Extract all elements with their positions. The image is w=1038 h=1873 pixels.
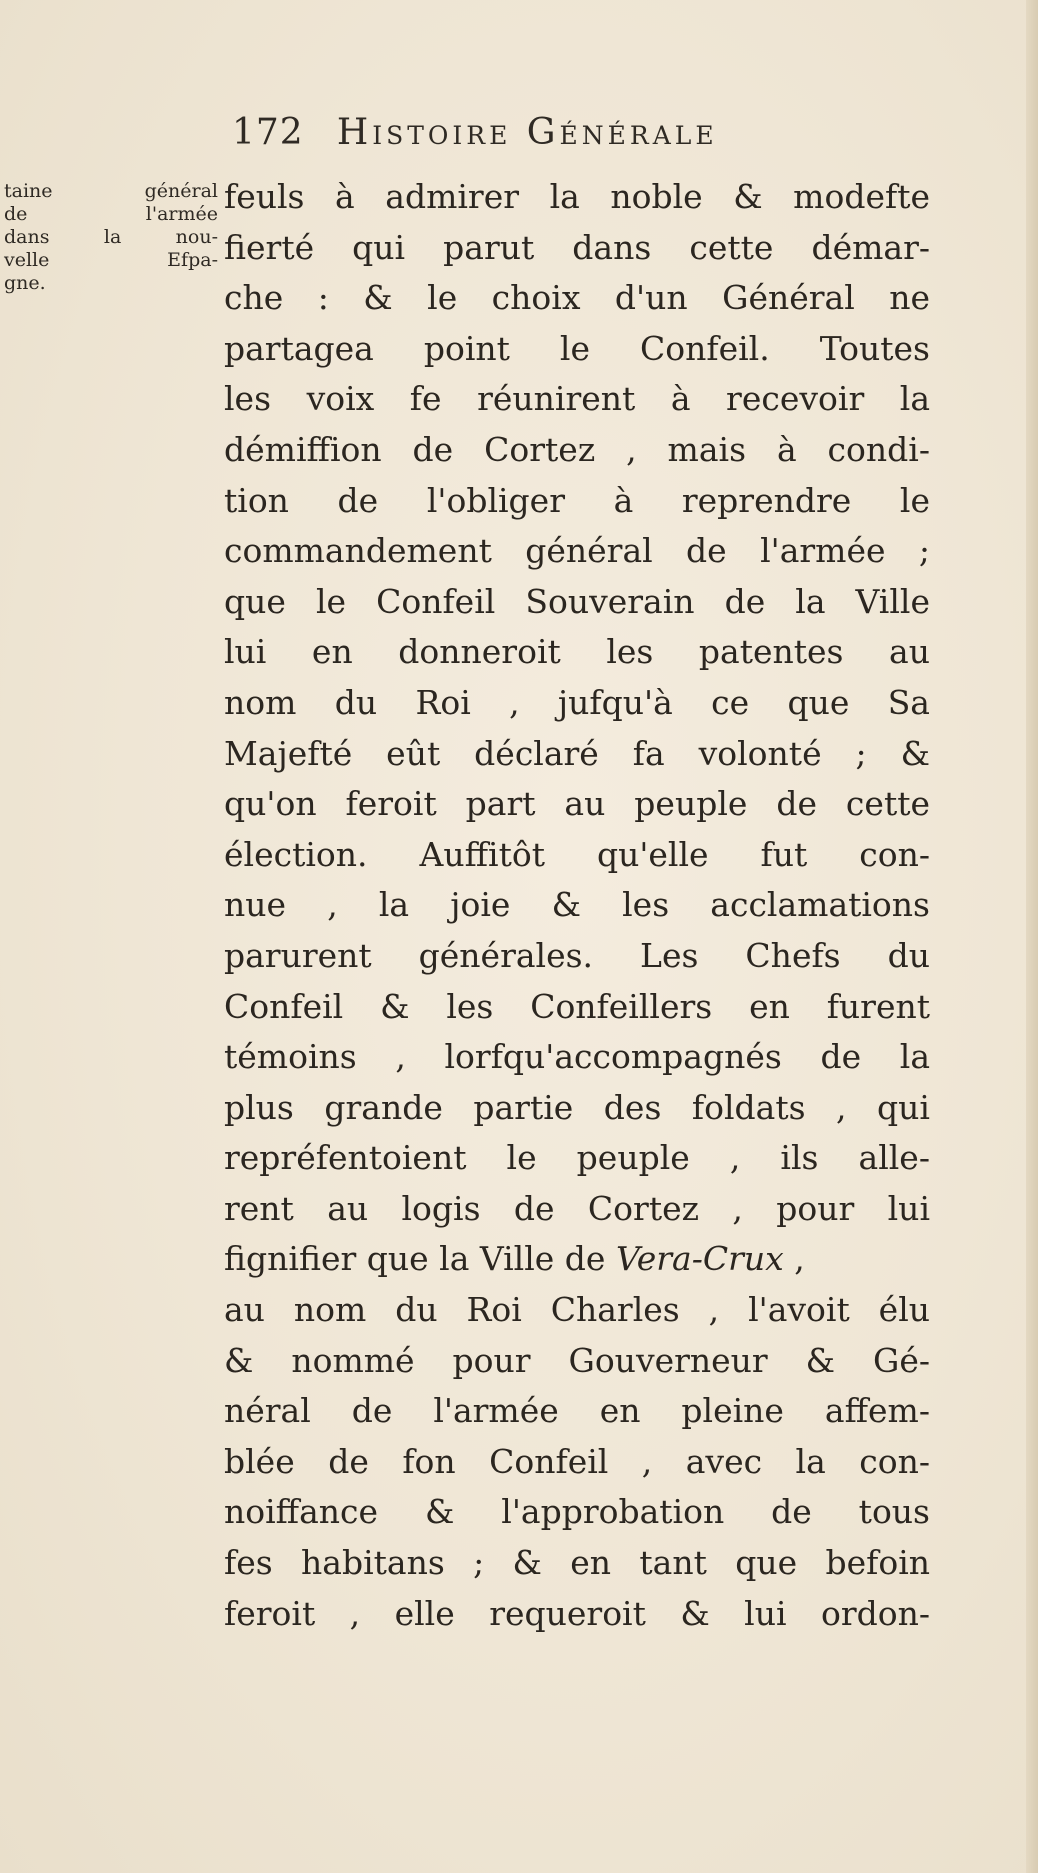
text-line: feroit , elle requeroit & lui ordon- (224, 1593, 930, 1633)
text-line (224, 1234, 930, 1285)
text-line: élection. Auffitôt qu'elle fut con- (224, 834, 930, 874)
text-line-tail: , (783, 1239, 805, 1279)
margin-note-line: de l'armée (4, 203, 218, 225)
text-line: néral de l'armée en pleine affem- (224, 1391, 930, 1431)
text-line: repréfentoient le peuple , ils alle- (224, 1138, 930, 1178)
text-line: fes habitans ; & en tant que befoin (224, 1543, 930, 1583)
text-line: blée de fon Confeil , avec la con- (224, 1441, 930, 1481)
text-line: parurent générales. Les Chefs du (224, 935, 930, 975)
text-line: démiffion de Cortez , mais à condi- (224, 429, 930, 469)
text-line: feuls à admirer la noble & modefte (224, 177, 930, 216)
text-line: partagea point le Confeil. Toutes (224, 328, 930, 368)
text-line-lead: fignifier que la Ville de (224, 1239, 606, 1279)
text-line: Confeil & les Confeillers en furent (224, 986, 930, 1026)
margin-note-line: taine général (4, 180, 218, 202)
text-line: nue , la joie & les acclamations (224, 885, 930, 925)
running-title: Histoire Générale (336, 112, 718, 153)
place-name-italic: Vera-Crux (615, 1239, 784, 1279)
text-line: fierté qui parut dans cette démar- (224, 227, 930, 267)
margin-note-line: dans la nou- (4, 226, 218, 248)
text-line: che : & le choix d'un Général ne (224, 278, 930, 318)
text-line: au nom du Roi Charles , l'avoit élu (224, 1290, 930, 1330)
text-line: noiffance & l'approbation de tous (224, 1492, 930, 1532)
page-edge (1026, 0, 1038, 1873)
margin-note-line: gne. (4, 272, 46, 294)
body-text (224, 172, 930, 1639)
page-header (232, 112, 892, 164)
text-line: commandement général de l'armée ; (224, 531, 930, 571)
text-line: plus grande partie des foldats , qui (224, 1087, 930, 1127)
text-line: nom du Roi , jufqu'à ce que Sa (224, 682, 930, 722)
text-line: tion de l'obliger à reprendre le (224, 480, 930, 520)
text-line: Majefté eût déclaré fa volonté ; & (224, 733, 930, 773)
text-line: que le Confeil Souverain de la Ville (224, 581, 930, 621)
text-line: & nommé pour Gouverneur & Gé- (224, 1340, 930, 1380)
margin-note (4, 180, 224, 295)
margin-note-line: velle Efpa- (4, 249, 218, 271)
text-line: témoins , lorfqu'accompagnés de la (224, 1037, 930, 1077)
text-line: qu'on feroit part au peuple de cette (224, 784, 930, 824)
page-number: 172 (232, 112, 304, 153)
text-line: lui en donneroit les patentes au (224, 632, 930, 672)
text-line: rent au logis de Cortez , pour lui (224, 1188, 930, 1228)
text-line: les voix fe réunirent à recevoir la (224, 379, 930, 419)
